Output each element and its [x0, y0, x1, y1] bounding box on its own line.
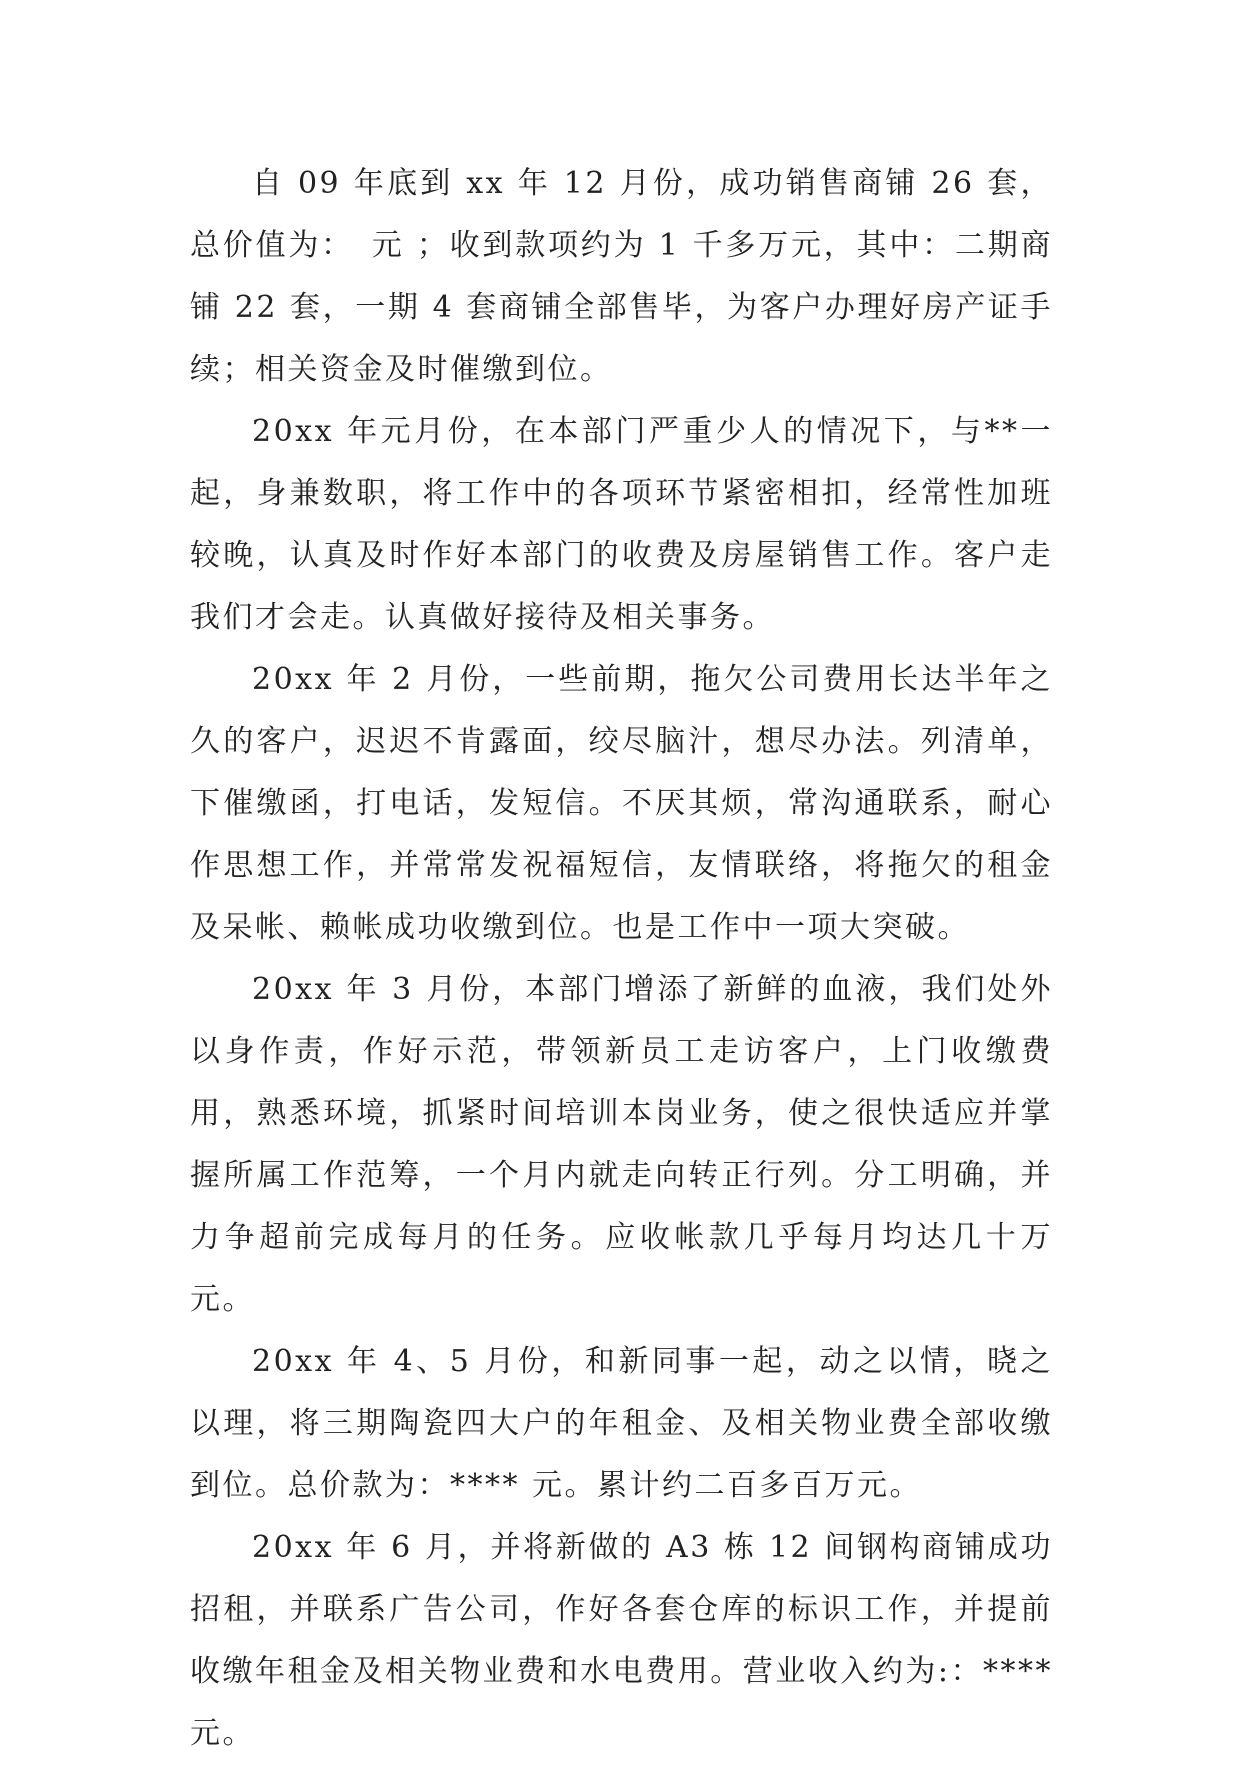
paragraph-6: 20xx 年 6 月，并将新做的 A3 栋 12 间钢构商铺成功招租，并联系广告公司，作好各套仓库的标识工作，并提前收缴年租金及相关物业费和水电费用。营业收入约为:：****元。 [190, 1530, 1053, 1751]
paragraph-3: 20xx 年 2 月份，一些前期，拖欠公司费用长达半年之久的客户，迟迟不肯露面，绞尽脑汁，想尽办法。列清单，下催缴函，打电话，发短信。不厌其烦，常沟通联系，耐心作思想工作，并常常发祝福短信，友情联络，将拖欠的租金及呆帐、赖帐成功收缴到位。也是工作中一项大突破。 [190, 662, 1053, 945]
paragraph-2: 20xx 年元月份，在本部门严重少人的情况下，与**一起，身兼数职，将工作中的各项环节紧密相扣，经常性加班较晚，认真及时作好本部门的收费及房屋销售工作。客户走我们才会走。认真做好接待及相关事务。 [190, 414, 1053, 635]
document-body [190, 153, 1053, 1765]
paragraph-4: 20xx 年 3 月份，本部门增添了新鲜的血液，我们处外以身作责，作好示范，带领新员工走访客户，上门收缴费用，熟悉环境，抓紧时间培训本岗业务，使之很快适应并掌握所属工作范筹，一个月内就走向转正行列。分工明确，并力争超前完成每月的任务。应收帐款几乎每月均达几十万元。 [190, 972, 1053, 1317]
paragraph-5: 20xx 年 4、5 月份，和新同事一起，动之以情，晓之以理，将三期陶瓷四大户的年租金、及相关物业费全部收缴到位。总价款为：**** 元。累计约二百多百万元。 [190, 1344, 1053, 1503]
paragraph-1: 自 09 年底到 xx 年 12 月份，成功销售商铺 26 套，总价值为： 元 ；收到款项约为 1 千多万元，其中：二期商铺 22 套，一期 4 套商铺全部售毕，为客户办理好房产证手续；相关资金及时催缴到位。 [190, 166, 1053, 387]
